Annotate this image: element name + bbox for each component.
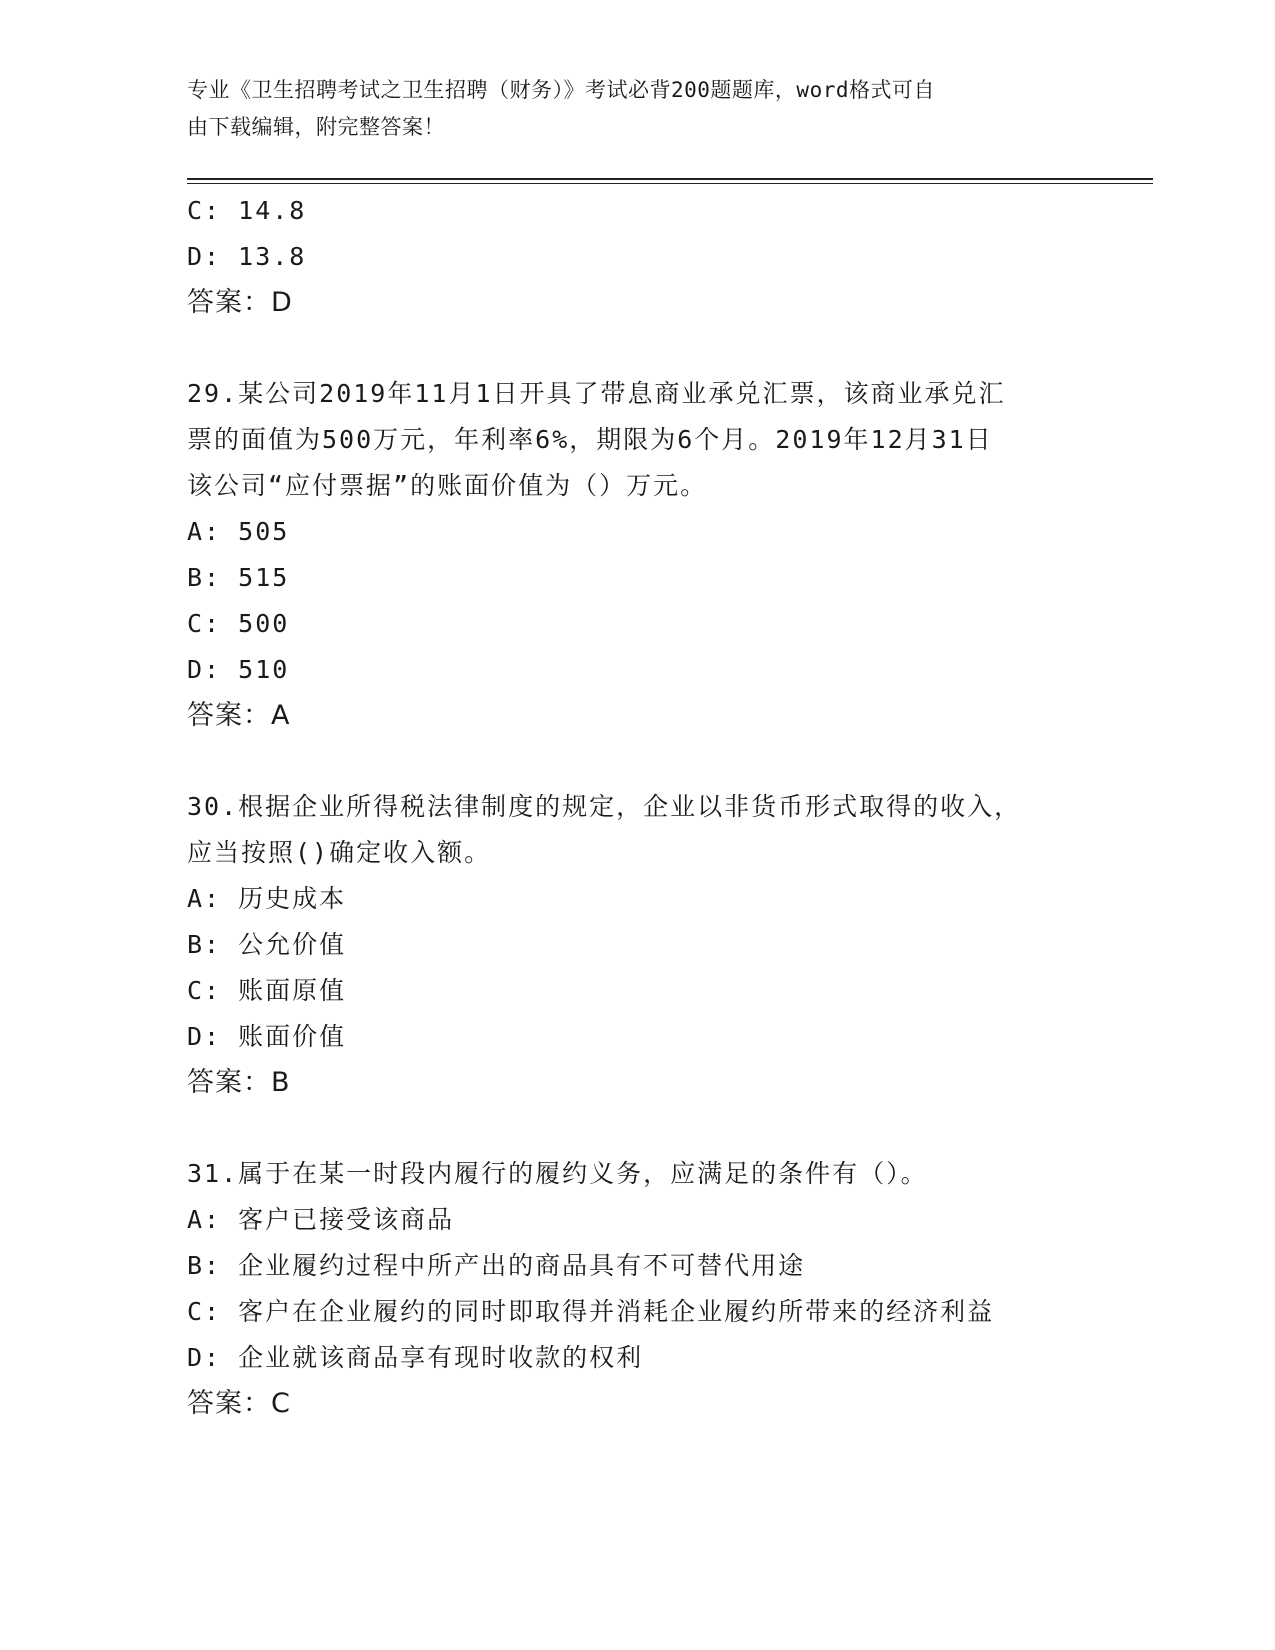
question-text-line: 31.属于在某一时段内履行的履约义务，应满足的条件有（）。 [187,1159,928,1188]
option-b: B: 515 [187,563,290,592]
question-text-line: 票的面值为500万元，年利率6%，期限为6个月。2019年12月31日 [187,425,993,454]
header-line-1: 专业《卫生招聘考试之卫生招聘（财务）》考试必背200题题库，word格式可自 [187,78,935,102]
option-c: C: 500 [187,609,290,638]
spacer [187,326,1087,371]
header-divider-thick [187,178,1153,180]
option-b: B: 公允价值 [187,930,347,959]
answer-line: 答案：B [187,1067,291,1098]
question-list [187,188,1087,1427]
option-b: B: 企业履约过程中所产出的商品具有不可替代用途 [187,1251,806,1280]
question-28-tail [187,188,1087,326]
question-30 [187,784,1087,1106]
header-divider-thin [187,183,1153,184]
question-text-line: 该公司“应付票据”的账面价值为（）万元。 [187,471,708,500]
question-text-line: 30.根据企业所得税法律制度的规定，企业以非货币形式取得的收入， [187,792,1022,821]
option-d: D: 13.8 [187,242,307,271]
question-29 [187,371,1087,739]
answer-line: 答案：A [187,700,291,731]
option-c: C: 账面原值 [187,976,347,1005]
option-d: D: 510 [187,655,290,684]
answer-line: 答案：D [187,287,293,318]
header-line-2: 由下载编辑，附完整答案！ [187,115,445,139]
spacer [187,739,1087,784]
question-31 [187,1151,1087,1427]
option-a: A: 505 [187,517,290,546]
option-d: D: 企业就该商品享有现时收款的权利 [187,1343,644,1372]
option-a: A: 历史成本 [187,884,347,913]
option-c: C: 14.8 [187,196,307,225]
page-header [187,72,1077,146]
question-text-line: 应当按照()确定收入额。 [187,838,492,867]
option-a: A: 客户已接受该商品 [187,1205,455,1234]
option-c: C: 客户在企业履约的同时即取得并消耗企业履约所带来的经济利益 [187,1297,995,1326]
option-d: D: 账面价值 [187,1022,347,1051]
question-text-line: 29.某公司2019年11月1日开具了带息商业承兑汇票，该商业承兑汇 [187,379,1006,408]
answer-line: 答案：C [187,1388,291,1419]
spacer [187,1106,1087,1151]
